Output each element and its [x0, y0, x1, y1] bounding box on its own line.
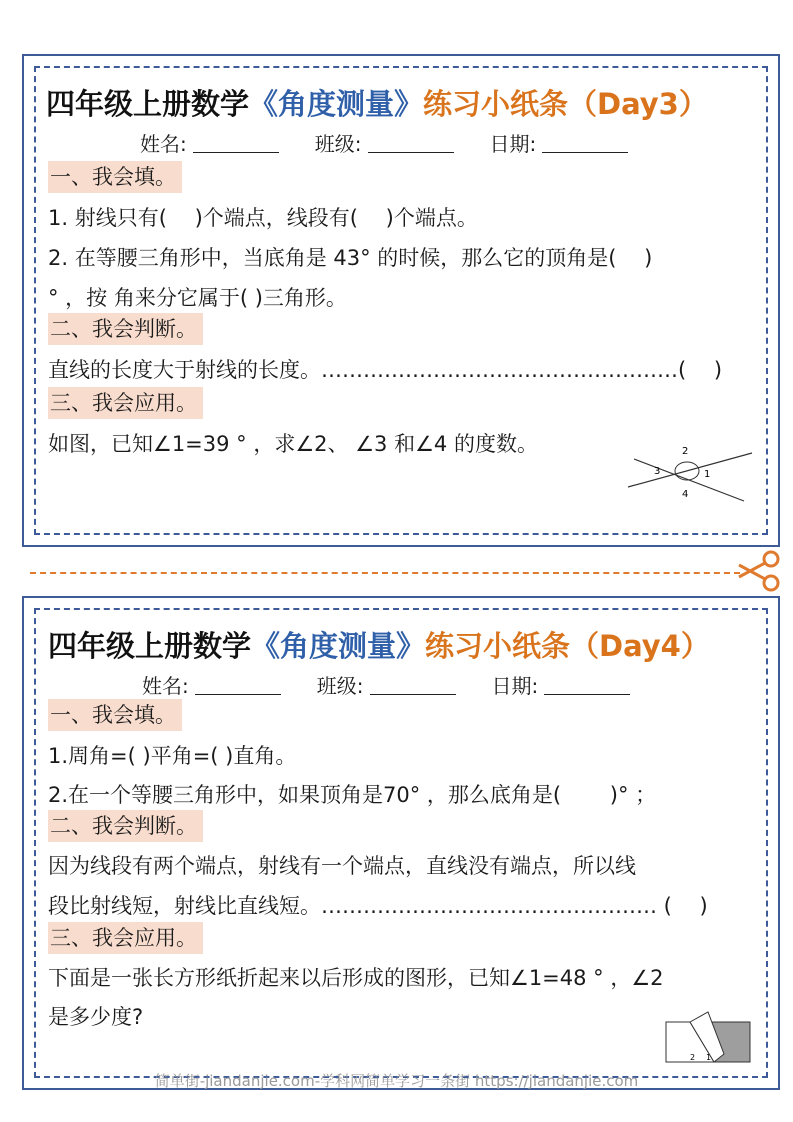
intersecting-lines-figure	[624, 441, 756, 505]
class-field[interactable]	[370, 676, 456, 695]
title-grade: 四年级上册数学	[46, 87, 250, 121]
footer-watermark: 简单街-jiandanjie.com-学科网简单学习一条街 https://jiandanjie.com	[154, 1072, 639, 1090]
angle-label-2: 2	[682, 446, 689, 457]
section-apply: 三、我会应用。	[48, 387, 203, 419]
worksheet-title	[46, 82, 778, 123]
section-apply: 三、我会应用。	[48, 922, 203, 954]
name-label: 姓名:	[140, 132, 187, 156]
judge-statement: 直线的长度大于射线的长度。……………………………………………( )	[48, 358, 723, 382]
title-grade: 四年级上册数学	[48, 629, 252, 663]
worksheet-card-day3	[22, 54, 780, 547]
section-judge: 二、我会判断。	[48, 313, 203, 345]
title-topic: 《角度测量》	[251, 629, 426, 663]
class-field[interactable]	[368, 134, 454, 153]
angle-label-1: 1	[704, 469, 711, 480]
title-topic: 《角度测量》	[249, 87, 424, 121]
apply-question-line-1: 下面是一张长方形纸折起来以后形成的图形，已知∠1=48 ° ，∠2	[48, 966, 664, 990]
question-1: 1.周角=( )平角=( )直角。	[48, 744, 297, 768]
title-day: 练习小纸条（Day4）	[425, 629, 710, 663]
folded-paper-figure	[664, 1008, 754, 1068]
name-field[interactable]	[195, 676, 281, 695]
date-field[interactable]	[544, 676, 630, 695]
date-label: 日期:	[491, 674, 539, 698]
angle-label-2: 2	[690, 1053, 696, 1062]
scissors-icon	[735, 549, 783, 593]
date-label: 日期:	[489, 132, 537, 156]
section-judge: 二、我会判断。	[48, 810, 203, 842]
section-fill-in: 一、我会填。	[48, 161, 182, 193]
angle-label-1: 1	[706, 1053, 712, 1062]
question-2: 2.在一个等腰三角形中，如果顶角是70° ，那么底角是( )° ；	[48, 783, 657, 807]
question-2-line-1: 2. 在等腰三角形中，当底角是 43° 的时候，那么它的顶角是( )	[48, 246, 653, 270]
name-label: 姓名:	[142, 674, 189, 698]
question-2-line-2: ° ，按 角来分它属于( )三角形。	[48, 286, 347, 310]
angle-label-4: 4	[682, 489, 689, 500]
title-day: 练习小纸条（Day3）	[423, 87, 708, 121]
cut-line	[30, 572, 740, 574]
name-field[interactable]	[193, 134, 279, 153]
date-field[interactable]	[542, 134, 628, 153]
class-label: 班级:	[314, 132, 362, 156]
judge-statement-line-1: 因为线段有两个端点，射线有一个端点，直线没有端点，所以线	[48, 854, 636, 878]
judge-statement-line-2: 段比射线短，射线比直线短。………………………………………… ( )	[48, 894, 708, 918]
apply-question-line-2: 是多少度?	[48, 1005, 144, 1029]
question-1: 1. 射线只有( )个端点，线段有( )个端点。	[48, 206, 478, 230]
worksheet-card-day4	[22, 596, 780, 1090]
class-label: 班级:	[316, 674, 364, 698]
student-info-row	[142, 670, 666, 699]
section-fill-in: 一、我会填。	[48, 699, 182, 731]
angle-label-3: 3	[654, 466, 661, 477]
student-info-row	[140, 128, 664, 157]
worksheet-title	[48, 624, 778, 665]
apply-question: 如图，已知∠1=39 ° ，求∠2、 ∠3 和∠4 的度数。	[48, 432, 538, 456]
